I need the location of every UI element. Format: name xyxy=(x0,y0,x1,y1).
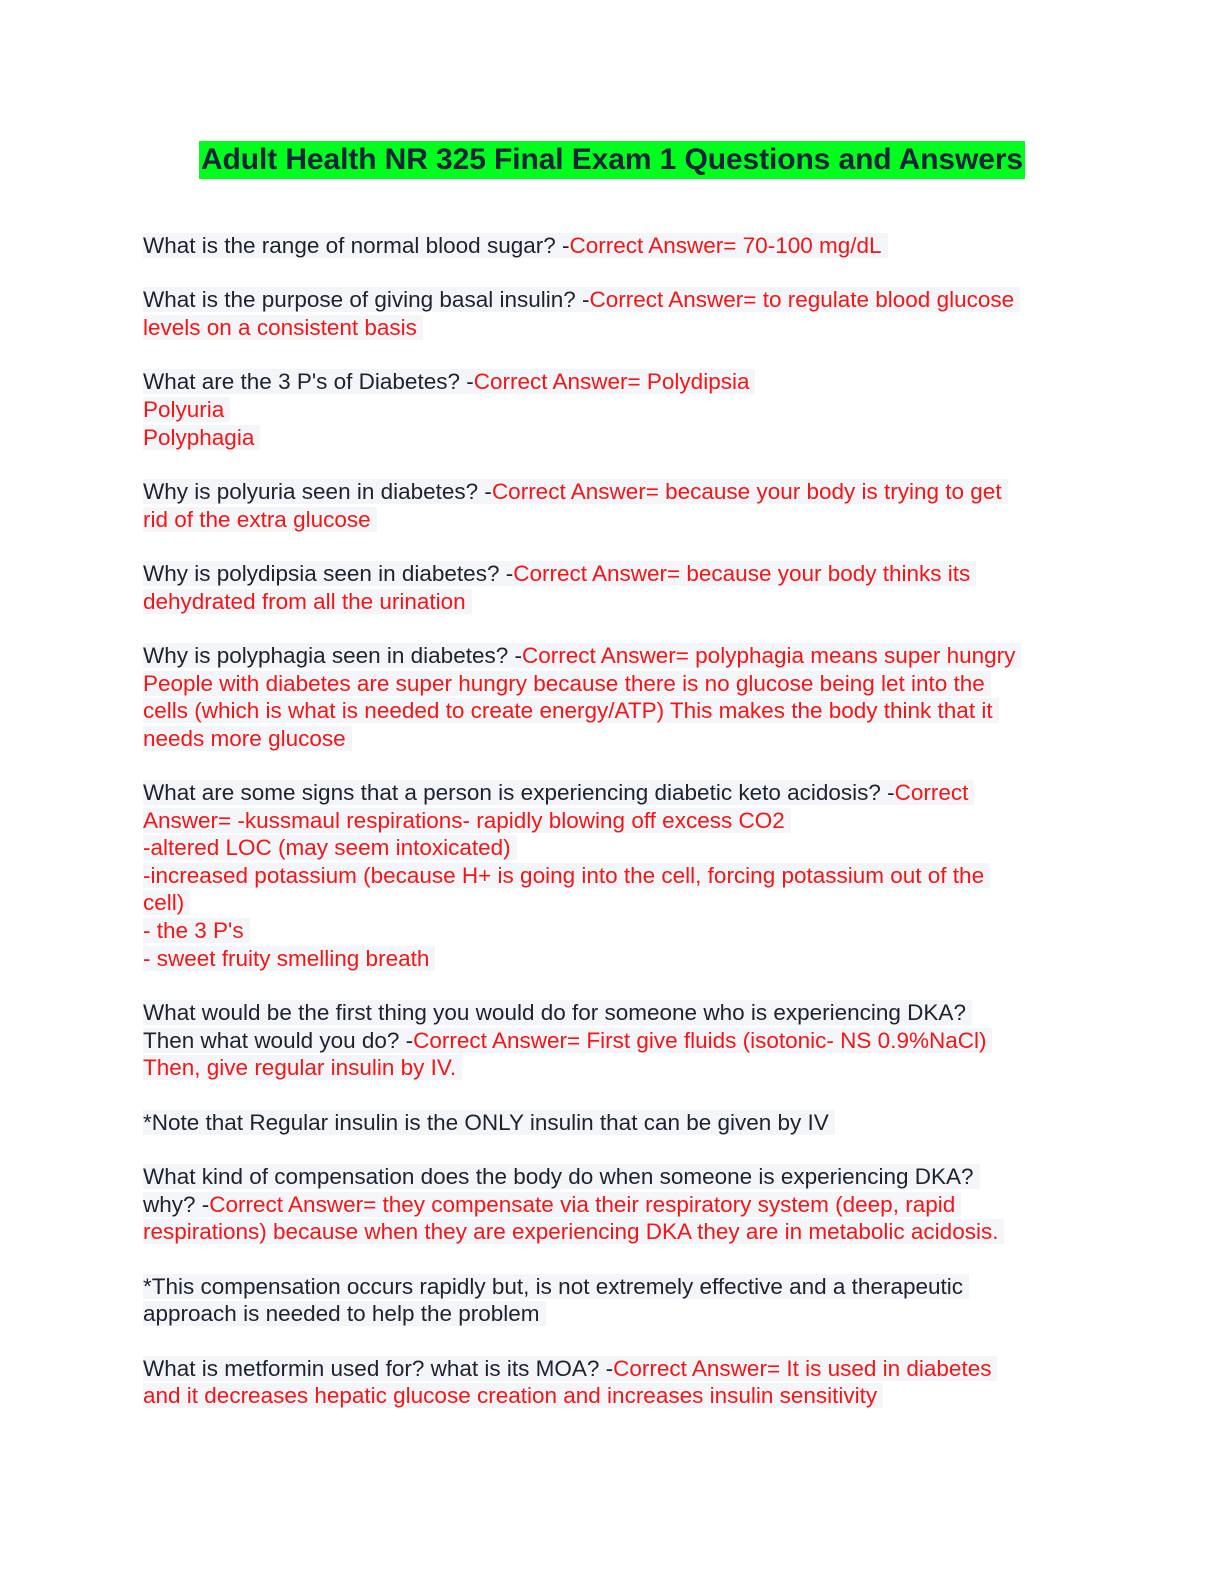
line-highlight xyxy=(143,1383,883,1408)
text-line xyxy=(143,424,1083,452)
answer-text: Then, give regular insulin by IV. xyxy=(143,1055,457,1081)
line-highlight xyxy=(143,1301,546,1326)
text-line xyxy=(143,999,1083,1027)
qa-block xyxy=(143,232,1083,260)
question-text: What is the purpose of giving basal insulin? - xyxy=(143,287,590,313)
qa-block xyxy=(143,642,1083,752)
qa-block xyxy=(143,1355,1083,1410)
answer-text: levels on a consistent basis xyxy=(143,314,417,340)
question-text: Then what would you do? - xyxy=(143,1027,414,1053)
question-text: approach is needed to help the problem xyxy=(143,1301,540,1327)
answer-text: - the 3 P's xyxy=(143,918,244,944)
line-highlight xyxy=(143,1192,961,1217)
qa-block xyxy=(143,478,1083,533)
answer-text: Correct Answer= First give fluids (isotonic- NS 0.9%NaCl) xyxy=(413,1027,987,1053)
title-wrapper xyxy=(0,141,1224,179)
answer-text: Answer= -kussmaul respirations- rapidly blowing off excess CO2 xyxy=(143,807,785,833)
question-text: *Note that Regular insulin is the ONLY insulin that can be given by IV xyxy=(143,1109,829,1135)
line-highlight xyxy=(143,397,230,422)
question-text: What would be the first thing you would do for someone who is experiencing DKA? xyxy=(143,1000,966,1026)
answer-text: Correct Answer= 70-100 mg/dL xyxy=(569,233,882,258)
line-highlight xyxy=(143,1110,835,1135)
text-line xyxy=(143,779,1083,807)
line-highlight xyxy=(143,1274,969,1299)
text-line xyxy=(143,368,1083,396)
document-title: Adult Health NR 325 Final Exam 1 Questions and Answers xyxy=(199,141,1025,179)
question-text: What is the range of normal blood sugar? - xyxy=(143,233,570,258)
line-highlight xyxy=(143,1000,972,1025)
qa-block xyxy=(143,999,1083,1082)
line-highlight xyxy=(143,726,352,751)
line-highlight xyxy=(143,287,1020,312)
text-line xyxy=(143,807,1083,835)
text-line xyxy=(143,697,1083,725)
line-highlight xyxy=(143,698,999,723)
text-line xyxy=(143,834,1083,862)
question-text: What are some signs that a person is experiencing diabetic keto acidosis? - xyxy=(143,780,895,806)
answer-text: dehydrated from all the urination xyxy=(143,588,466,614)
qa-block xyxy=(143,1163,1083,1246)
line-highlight xyxy=(143,561,976,586)
text-line xyxy=(143,478,1083,506)
answer-text: cells (which is what is needed to create energy/ATP) This makes the body think that it xyxy=(143,698,993,724)
question-text: why? - xyxy=(143,1191,210,1217)
text-line xyxy=(143,917,1083,945)
line-highlight xyxy=(143,425,260,450)
text-line xyxy=(143,1109,1083,1137)
line-highlight xyxy=(143,671,991,696)
answer-text: Correct Answer= polyphagia means super hungry xyxy=(521,642,1016,668)
answer-text: and it decreases hepatic glucose creation and increases insulin sensitivity xyxy=(143,1383,878,1409)
line-highlight xyxy=(143,315,423,340)
text-line xyxy=(143,588,1083,616)
text-line xyxy=(143,232,1083,260)
answer-text: Polyphagia xyxy=(143,424,255,450)
answer-text: Correct Answer= because your body is trying to get xyxy=(491,478,1002,504)
answer-text: Correct Answer= they compensate via their respiratory system (deep, rapid xyxy=(209,1191,956,1217)
text-line xyxy=(143,1300,1083,1328)
question-text: Why is polyphagia seen in diabetes? - xyxy=(143,642,522,668)
text-line xyxy=(143,1054,1083,1082)
text-line xyxy=(143,945,1083,973)
text-line xyxy=(143,506,1083,534)
answer-text: Correct Answer= Polydipsia xyxy=(473,369,750,395)
line-highlight xyxy=(143,918,250,943)
answer-text: respirations) because when they are experiencing DKA they are in metabolic acidosis. xyxy=(143,1219,999,1245)
question-text: What is metformin used for? what is its MOA? - xyxy=(143,1355,614,1381)
line-highlight xyxy=(143,1055,462,1080)
line-highlight xyxy=(143,1028,992,1053)
line-highlight xyxy=(143,835,517,860)
text-line xyxy=(143,286,1083,314)
line-highlight xyxy=(143,233,888,258)
qa-block xyxy=(143,560,1083,615)
line-highlight xyxy=(143,780,974,805)
line-highlight xyxy=(143,643,1021,668)
line-highlight xyxy=(143,1164,980,1189)
answer-text: Polyuria xyxy=(143,396,225,422)
qa-content xyxy=(143,232,1083,1437)
text-line xyxy=(143,1382,1083,1410)
text-line xyxy=(143,1218,1083,1246)
line-highlight xyxy=(143,589,472,614)
text-line xyxy=(143,725,1083,753)
line-highlight xyxy=(143,369,755,394)
answer-text: needs more glucose xyxy=(143,725,346,751)
text-line xyxy=(143,862,1083,890)
answer-text: -increased potassium (because H+ is going into the cell, forcing potassium out of the xyxy=(143,862,985,888)
text-line xyxy=(143,1027,1083,1055)
text-line xyxy=(143,642,1083,670)
text-line xyxy=(143,314,1083,342)
qa-block xyxy=(143,1109,1083,1137)
line-highlight xyxy=(143,1219,1004,1244)
qa-block xyxy=(143,1273,1083,1328)
answer-text: cell) xyxy=(143,890,185,916)
line-highlight xyxy=(143,890,190,915)
line-highlight xyxy=(143,863,990,888)
qa-block xyxy=(143,368,1083,451)
text-line xyxy=(143,1163,1083,1191)
line-highlight xyxy=(143,507,377,532)
answer-text: Correct Answer= because your body thinks its xyxy=(513,560,971,586)
text-line xyxy=(143,560,1083,588)
question-text: *This compensation occurs rapidly but, is not extremely effective and a therapeutic xyxy=(143,1273,964,1299)
line-highlight xyxy=(143,479,1008,504)
answer-text: People with diabetes are super hungry because there is no glucose being let into the xyxy=(143,670,985,696)
text-line xyxy=(143,670,1083,698)
line-highlight xyxy=(143,946,435,971)
answer-text: -altered LOC (may seem intoxicated) xyxy=(143,835,511,861)
answer-text: Correct Answer= to regulate blood glucose xyxy=(589,287,1015,313)
text-line xyxy=(143,889,1083,917)
question-text: What kind of compensation does the body do when someone is experiencing DKA? xyxy=(143,1164,974,1190)
answer-text: Correct Answer= It is used in diabetes xyxy=(613,1355,992,1381)
answer-text: Correct xyxy=(894,780,969,806)
question-text: Why is polyuria seen in diabetes? - xyxy=(143,478,492,504)
text-line xyxy=(143,396,1083,424)
text-line xyxy=(143,1191,1083,1219)
answer-text: - sweet fruity smelling breath xyxy=(143,945,430,971)
question-text: What are the 3 P's of Diabetes? - xyxy=(143,369,474,395)
qa-block xyxy=(143,286,1083,341)
text-line xyxy=(143,1273,1083,1301)
line-highlight xyxy=(143,808,791,833)
question-text: Why is polydipsia seen in diabetes? - xyxy=(143,560,514,586)
line-highlight xyxy=(143,1356,997,1381)
text-line xyxy=(143,1355,1083,1383)
answer-text: rid of the extra glucose xyxy=(143,506,371,532)
qa-block xyxy=(143,779,1083,972)
